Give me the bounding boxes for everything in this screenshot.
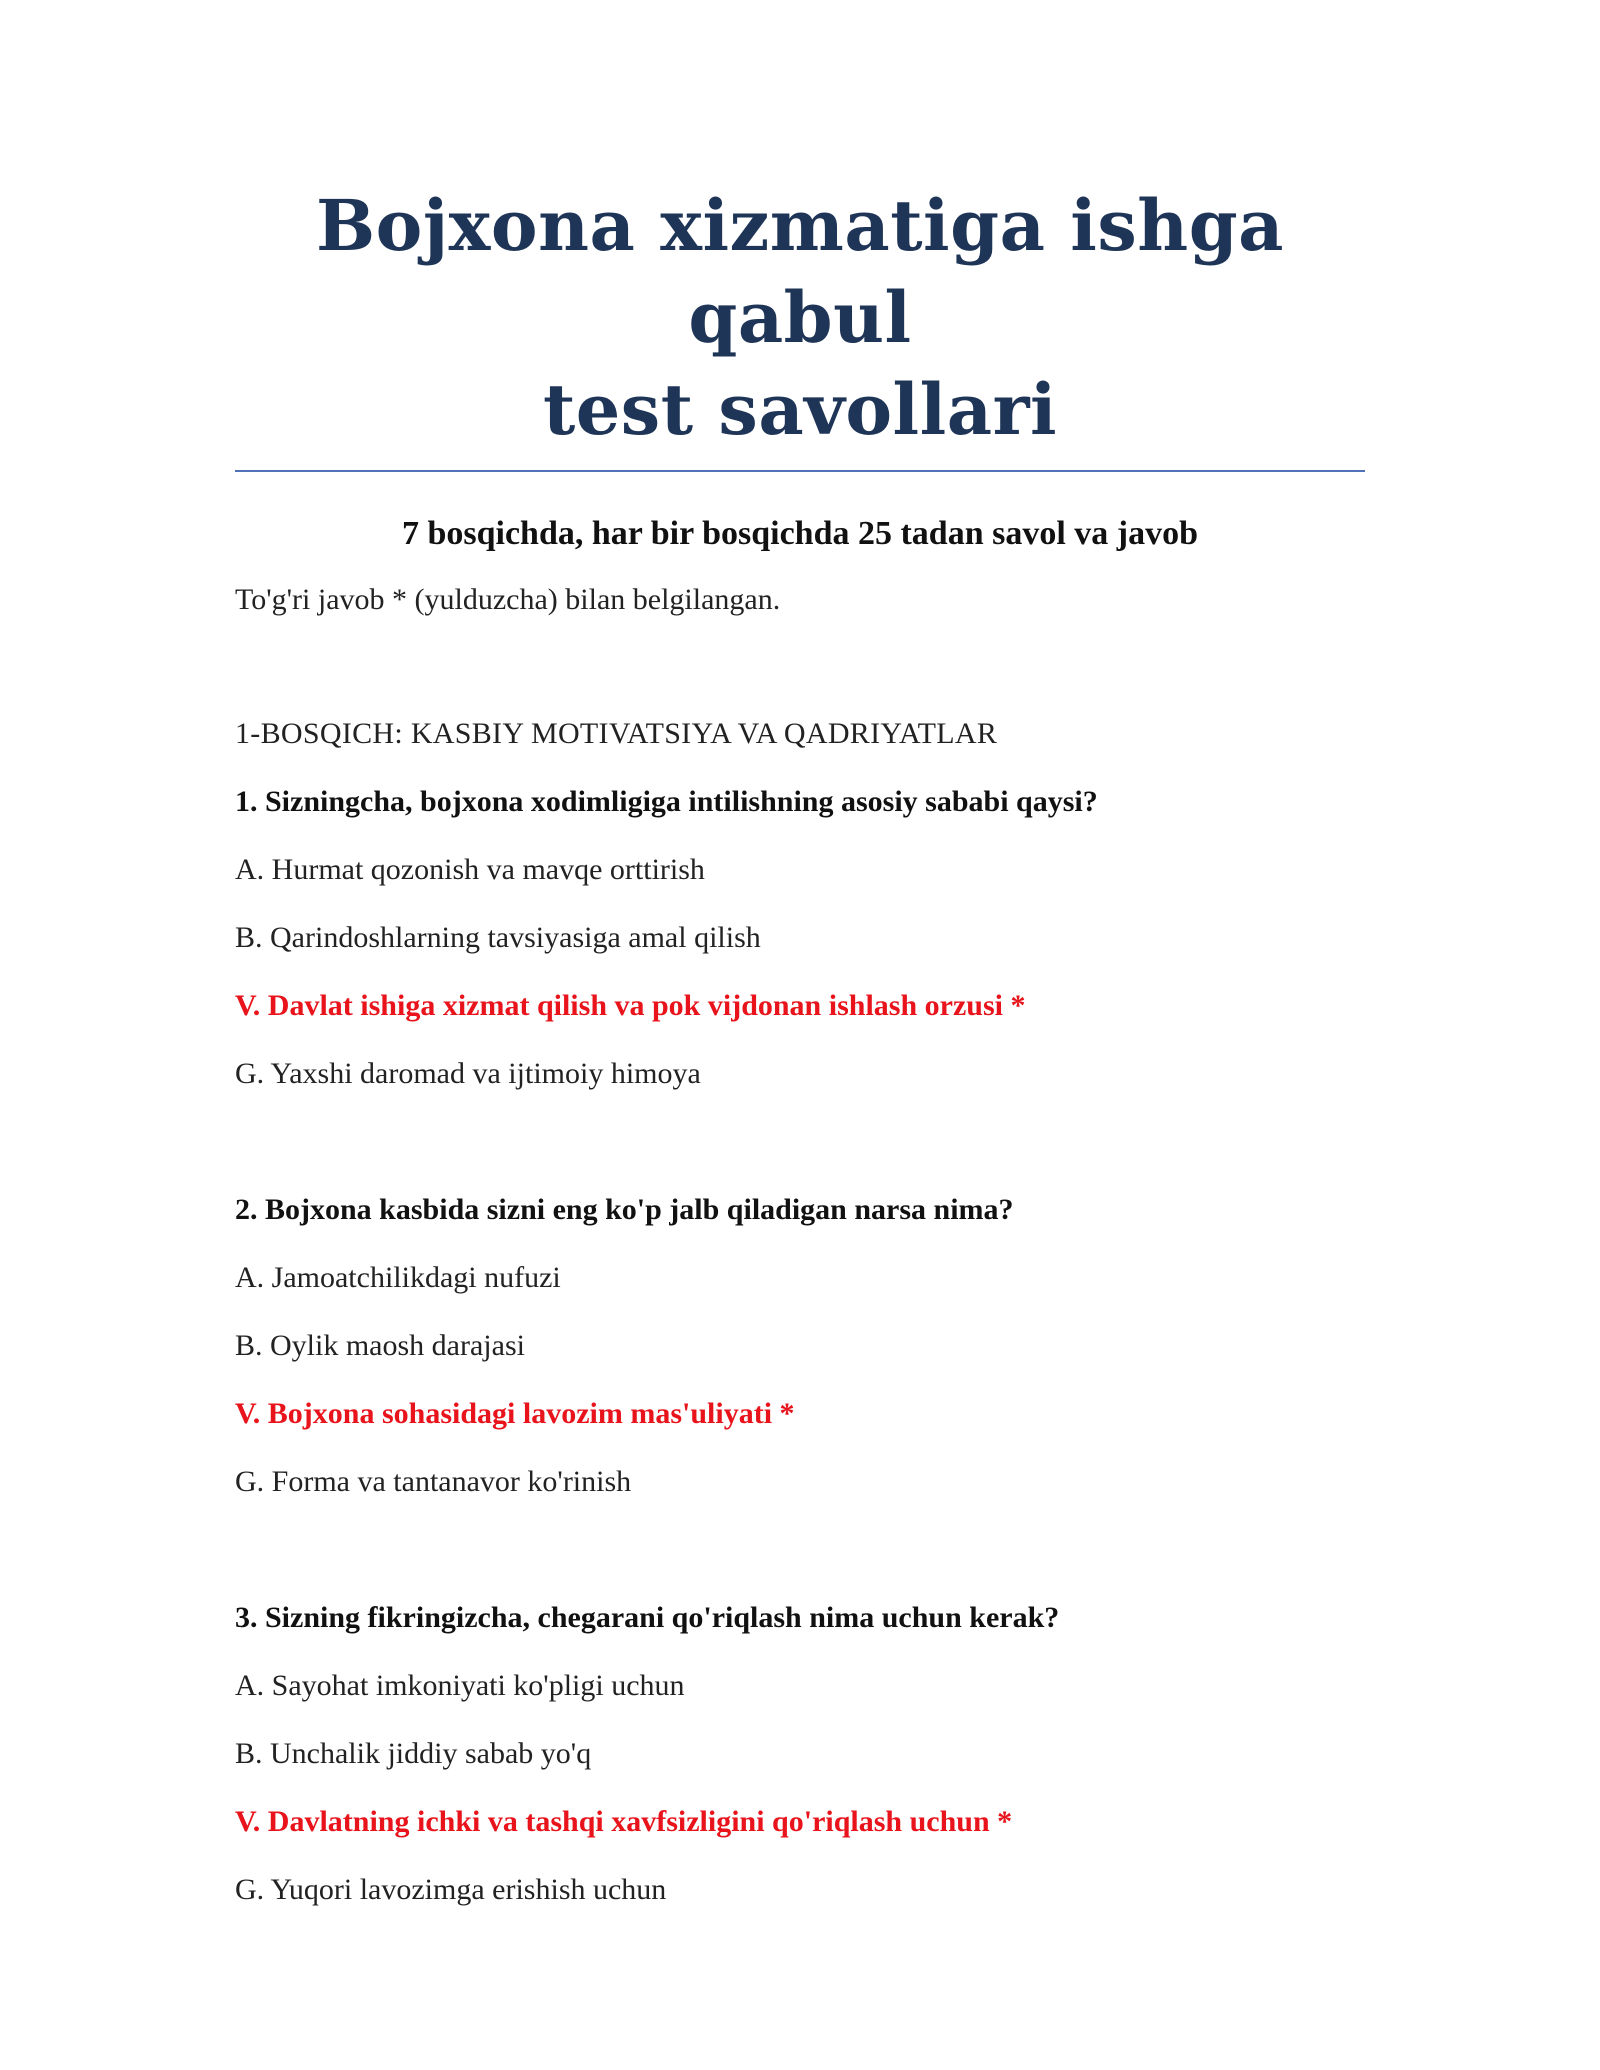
- option-v-correct: V. Davlat ishiga xizmat qilish va pok vijdonan ishlash orzusi *: [235, 989, 1026, 1022]
- option-g: G. Yaxshi daromad va ijtimoiy himoya: [235, 1057, 701, 1090]
- question-1: [235, 782, 1365, 1094]
- question-2: [235, 1190, 1365, 1502]
- title-line-1: Bojxona xizmatiga ishga qabul: [315, 184, 1285, 359]
- option-b: B. Unchalik jiddiy sabab yo'q: [235, 1737, 592, 1770]
- option-v-correct: V. Bojxona sohasidagi lavozim mas'uliyati *: [235, 1397, 795, 1430]
- option-a: A. Hurmat qozonish va mavqe orttirish: [235, 853, 705, 886]
- question-3: [235, 1598, 1365, 1910]
- option-b: B. Qarindoshlarning tavsiyasiga amal qilish: [235, 921, 761, 954]
- question-text: 3. Sizning fikringizcha, chegarani qo'riqlash nima uchun kerak?: [235, 1601, 1060, 1634]
- option-a: A. Jamoatchilikdagi nufuzi: [235, 1261, 561, 1294]
- title-line-2: test savollari: [542, 368, 1058, 451]
- option-b: B. Oylik maosh darajasi: [235, 1329, 525, 1362]
- stage-heading: 1-BOSQICH: KASBIY MOTIVATSIYA VA QADRIYATLAR: [235, 717, 998, 750]
- option-a: A. Sayohat imkoniyati ko'pligi uchun: [235, 1669, 685, 1702]
- title-divider: [235, 470, 1365, 472]
- answer-key-note: To'g'ri javob * (yulduzcha) bilan belgilangan.: [235, 583, 781, 616]
- option-g: G. Forma va tantanavor ko'rinish: [235, 1465, 632, 1498]
- document-title: [235, 180, 1365, 456]
- document-page: [235, 180, 1365, 1910]
- document-subtitle: 7 bosqichda, har bir bosqichda 25 tadan savol va javob: [401, 515, 1199, 552]
- option-v-correct: V. Davlatning ichki va tashqi xavfsizligini qo'riqlash uchun *: [235, 1805, 1013, 1838]
- question-text: 1. Sizningcha, bojxona xodimligiga intilishning asosiy sababi qaysi?: [235, 785, 1098, 818]
- question-text: 2. Bojxona kasbida sizni eng ko'p jalb qiladigan narsa nima?: [235, 1193, 1014, 1226]
- option-g: G. Yuqori lavozimga erishish uchun: [235, 1873, 667, 1906]
